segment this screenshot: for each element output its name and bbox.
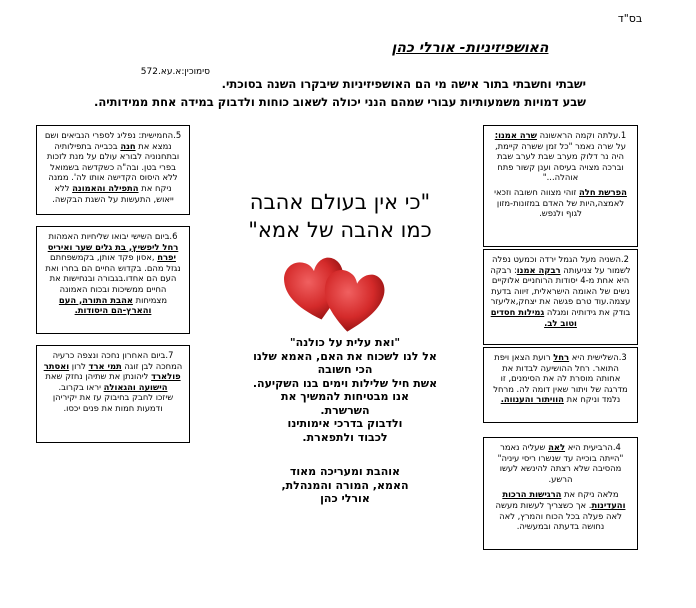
- intro-line-1: ישבתי וחשבתי בתור אישה מי הם האושפיזיניות שיבקרו השנה בסוכתי.: [221, 77, 586, 91]
- text: : רבקה היא אחת מ-4 יסודות הרוחניים אלוקיים נשים של האומה הישראלית, זיווה בדעת עצמה.עוד טרם פגשה את יצחק,אליעזר בודק את גידותיה ומגלה: [490, 264, 631, 317]
- text: יראו בקרוב.: [58, 381, 104, 392]
- box-guest-5-hannah: [36, 125, 190, 215]
- text: 3.השלישית היא: [569, 352, 627, 362]
- highlight: רחל ליפשיץ, בת גלים שער ואיריס יפרח: [47, 241, 179, 263]
- quote-line-1: "כי אין בעולם אהבה: [249, 190, 431, 214]
- highlight: הפרשת חלה: [579, 186, 627, 197]
- highlight: ואסתר פולארד: [43, 360, 181, 382]
- heart-right-icon: [319, 268, 386, 334]
- highlight: גמילות חסדים וטוב לב.: [490, 306, 577, 328]
- signature-line: אוהבת ומעריכה מאוד: [289, 465, 401, 478]
- text: בכבייה בתפילותיה ובתחנוניה לבורא עולם על מנת לזכות בפרי בטן. ובה"ה כשקדשה בשמואל ללא היסוס הקדישה אותו לה'. ממנה ניקח את: [46, 140, 180, 193]
- highlight: רבקה אמנו: [516, 264, 561, 275]
- poem-line: השרשרת.: [320, 403, 370, 417]
- poem-line: "ואת עלית על כולנה": [289, 336, 401, 349]
- poem-line: לכבוד ולתפארת.: [302, 430, 388, 444]
- highlight: רחל: [553, 352, 570, 362]
- poem-line: אל לנו לשכוח את האם, האמא שלנו: [253, 349, 437, 363]
- text: 7.ביום האחרון נחכה ונצפה כרעיה המחכה לבן זוגה: [52, 350, 183, 371]
- highlight: הרגישות הרכות והעדינות: [502, 489, 626, 510]
- text: לרון: [69, 360, 89, 371]
- text: מלאה ניקח את: [561, 489, 619, 500]
- text: ללא ייאוש, התעשות על השגת הבקשה.: [52, 182, 174, 204]
- text: שעליה נאמר "הייתה בוכייה עד שנשרו ריסי עיניה" מהסיבה שלא רצתה להינשא לעשו הרשע.: [497, 442, 624, 484]
- text: זוהי מצווה חשובה וזכאי לאמצה,היות של האדם במזונות-מזון לגוף ולנפש.: [494, 186, 625, 219]
- poem-line: הכי חשובה: [317, 363, 373, 376]
- text: ,אסון פקד אותן, בקמשפחתם נגזל מהם. בקדוש החיים הם בחרו ואת העם הם אחדו.בגבורה ובנחישות את החיים ממשיכות ובכוח האמונה מצמיחות: [45, 252, 181, 305]
- signature-line: אורלי כהן: [320, 492, 370, 505]
- poem-line: אשת חיל שלילות וימים בנו השקיעה.: [252, 376, 438, 390]
- center-quote: [220, 188, 460, 244]
- text: על שרה נאמר "כל זמן ששרה קיימת, היה נר דלוק מערב שבת לערב שבת וברכה מצויה בעיסה וענן קשור פתח אוהלה...": [495, 140, 626, 183]
- box-guest-3-rachel: [483, 347, 638, 423]
- highlight: תמי ארד: [88, 360, 122, 371]
- signature-line: האמא, המורה והמנהלת,: [281, 478, 409, 492]
- poem: [240, 336, 450, 444]
- highlight: הישועה והגאולה: [103, 381, 168, 392]
- box-guest-1-sarah: [483, 125, 638, 247]
- highlight: התפילה והאמונה: [72, 182, 139, 193]
- poem-line: אנו מבטיחות להמשיך את: [280, 390, 410, 403]
- text: 6.ביום השישי יבואו שליחיות האמהות: [48, 231, 178, 241]
- box-guest-6-mothers: [36, 226, 190, 334]
- quote-line-2: כמו אהבה של אמא": [248, 218, 432, 242]
- signature: [240, 465, 450, 506]
- highlight: הוויתור והענווה.: [500, 394, 564, 405]
- box-guest-4-leah: [483, 437, 638, 550]
- poem-line: ולדבוק בדרכי אימותינו: [287, 417, 403, 430]
- text: 2.השניה מעל הגמל ירדה וכמעט נפלה לשמור על צניעותה: [491, 254, 631, 275]
- intro-line-2: שבע דמויות משמעותיות עבורי שמהם הנני יכולה לשאוב כוחות ולדבוק במידה אחת ממידותיה.: [94, 95, 586, 109]
- hearts-image: [282, 248, 386, 334]
- text: . אך כשצריך לעשות מעשה לאה פעלה בכל הכוח והמרץ, לאה נחושה בדעתה ובמעשיה.: [495, 499, 622, 532]
- bsd-header: בס"ד: [617, 12, 643, 25]
- text: ליהונתן את שתיהן נחזק שאת: [45, 371, 152, 382]
- text: רועת הצאן ויפת התואר. רחל ההושיעה לבדות את אחותה מוסרת לה את הסימנים, זו מדרגה של ויתור שאין דומה לה. מרחל נלמד וניקח את: [493, 352, 628, 405]
- text: 4.הרביעית היא: [565, 442, 621, 452]
- highlight: שרה אמנו:: [494, 130, 538, 140]
- text: 5.החמישית: נפליג לספרי הנביאים ושם נמצא את: [44, 130, 182, 151]
- text: שיזכו לחבק בחיבוק עז את יקיריהן ודמעות חמות את פנים יכסו.: [52, 392, 174, 413]
- box-guest-2-rebecca: [483, 249, 638, 345]
- highlight: חנה: [120, 140, 136, 151]
- box-guest-7-waiting: [36, 345, 190, 443]
- page-title: האושפיזיניות- אורלי כהן: [391, 40, 549, 56]
- highlight: לאה: [548, 442, 566, 452]
- reference-number: סימוכין:א.עא.572: [140, 67, 210, 77]
- text: 1.עלתה וקמה הראשונה: [537, 130, 627, 140]
- highlight: אהבת התורה, העם והארץ-הם היסודות.: [58, 294, 152, 316]
